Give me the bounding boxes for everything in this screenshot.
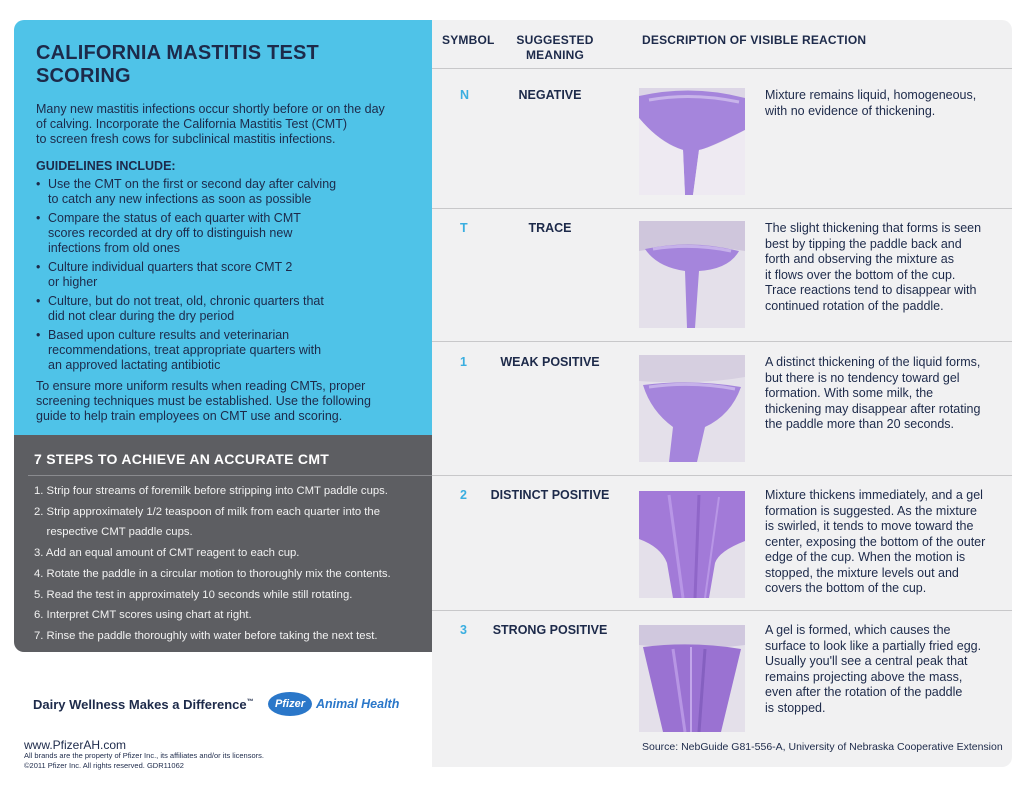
row-description — [765, 355, 1005, 433]
cmt-photo-trace — [639, 221, 745, 328]
tagline-text: Dairy Wellness Makes a Difference — [33, 697, 247, 712]
description-line: A distinct thickening of the liquid forms, — [765, 355, 981, 369]
bullet-icon: • — [36, 260, 41, 274]
guideline-line: did not clear during the dry period — [48, 309, 235, 323]
tagline — [33, 697, 254, 712]
step-item: 2. Strip approximately 1/2 teaspoon of milk from each quarter into the — [34, 505, 380, 518]
intro-line: of calving. Incorporate the California Mastitis Test (CMT) — [36, 117, 347, 131]
step-item: 6. Interpret CMT scores using chart at right. — [34, 609, 252, 622]
intro-line: Many new mastitis infections occur shortly before or on the day — [36, 102, 385, 116]
guideline-line: an approved lactating antibiotic — [48, 358, 221, 372]
description-line: continued rotation of the paddle. — [765, 298, 944, 313]
row-meaning: TRACE — [528, 221, 572, 235]
divider — [28, 475, 432, 476]
steps-title: 7 STEPS TO ACHIEVE AN ACCURATE CMT — [34, 451, 330, 467]
description-line: covers the bottom of the cup. — [765, 581, 927, 595]
description-line: formation is suggested. As the mixture — [765, 503, 977, 518]
row-divider — [432, 208, 1012, 209]
cmt-photo-weak-positive — [639, 355, 745, 462]
logo-text: Pfizer — [275, 698, 305, 710]
description-line: The slight thickening that forms is seen — [765, 221, 982, 235]
step-item: 3. Add an equal amount of CMT reagent to each cup. — [34, 547, 300, 560]
outro-line: To ensure more uniform results when reading CMTs, proper — [36, 379, 366, 393]
guideline-line: Culture, but do not treat, old, chronic quarters that — [48, 294, 324, 308]
description-line: it flows over the bottom of the cup. — [765, 267, 956, 282]
header-meaning — [510, 33, 600, 63]
bullet-icon: • — [36, 294, 41, 308]
description-line: forth and observing the mixture as — [765, 252, 954, 266]
row-divider — [432, 475, 1012, 476]
row-symbol: 1 — [460, 355, 467, 369]
header-symbol: SYMBOL — [442, 33, 495, 47]
description-line: center, exposing the bottom of the outer — [765, 534, 986, 549]
guideline-line: Compare the status of each quarter with CMT — [48, 211, 301, 225]
guidelines-panel — [14, 20, 432, 435]
outro-line: guide to help train employees on CMT use and scoring. — [36, 409, 343, 423]
guideline-item — [36, 211, 412, 256]
bullet-icon: • — [36, 328, 41, 342]
row-divider — [432, 610, 1012, 611]
guideline-line: or higher — [48, 275, 98, 289]
row-symbol: 2 — [460, 488, 467, 502]
guidelines-heading: GUIDELINES INCLUDE: — [36, 159, 176, 173]
bullet-icon: • — [36, 211, 41, 225]
page-title: CALIFORNIA MASTITIS TEST SCORING — [36, 42, 319, 87]
row-meaning: NEGATIVE — [518, 88, 582, 102]
steps-list — [34, 481, 418, 647]
step-item: 4. Rotate the paddle in a circular motion to thoroughly mix the contents. — [34, 567, 391, 580]
guideline-line: Use the CMT on the first or second day after calving — [48, 177, 337, 191]
cmt-photo-strong-positive — [639, 625, 745, 732]
logo-subtitle: Animal Health — [316, 697, 400, 711]
guideline-line: scores recorded at dry off to distinguish new — [48, 226, 293, 240]
description-line: even after the rotation of the paddle — [765, 685, 963, 699]
description-line: formation. With some milk, the — [765, 386, 934, 400]
description-line: best by tipping the paddle back and — [765, 236, 962, 251]
description-line: but there is no tendency toward gel — [765, 370, 960, 385]
trademark-symbol: ™ — [246, 698, 254, 706]
description-line: is swirled, it tends to move toward the — [765, 519, 974, 533]
row-description — [765, 221, 1005, 314]
intro-text — [36, 102, 412, 147]
guideline-item — [36, 260, 412, 290]
description-line: surface to look like a partially fried egg. — [765, 638, 982, 653]
outro-line: screening techniques must be established. Use the following — [36, 394, 371, 408]
bullet-icon: • — [36, 177, 41, 191]
description-line: Mixture thickens immediately, and a gel — [765, 488, 983, 502]
description-line: A gel is formed, which causes the — [765, 623, 951, 637]
guideline-line: infections from old ones — [48, 241, 181, 255]
guideline-line: recommendations, treat appropriate quarters with — [48, 343, 322, 357]
guideline-item — [36, 294, 412, 324]
steps-panel — [14, 435, 432, 652]
row-symbol: 3 — [460, 623, 467, 637]
header-meaning-line: SUGGESTED — [516, 33, 594, 47]
guideline-line: to catch any new infections as soon as possible — [48, 192, 312, 206]
step-item: 5. Read the test in approximately 10 seconds while still rotating. — [34, 588, 353, 601]
legal-text: All brands are the property of Pfizer Inc., its affiliates and/or its licensors. — [24, 751, 264, 760]
header-meaning-line: MEANING — [525, 48, 585, 62]
row-meaning: DISTINCT POSITIVE — [490, 488, 610, 502]
guideline-item — [36, 177, 412, 207]
row-symbol: T — [460, 221, 468, 235]
description-line: thickening may disappear after rotating — [765, 401, 981, 416]
row-description — [765, 623, 1005, 716]
guideline-line: Based upon culture results and veterinarian — [48, 328, 290, 342]
description-line: Trace reactions tend to disappear with — [765, 283, 977, 297]
row-divider — [432, 341, 1012, 342]
row-description — [765, 488, 1005, 597]
description-line: stopped, the mixture levels out and — [765, 565, 959, 580]
description-line: Usually you'll see a central peak that — [765, 654, 968, 668]
step-item: 7. Rinse the paddle thoroughly with water before taking the next test. — [34, 629, 378, 642]
intro-line: to screen fresh cows for subclinical mastitis infections. — [36, 132, 336, 146]
row-meaning: STRONG POSITIVE — [492, 623, 608, 637]
row-symbol: N — [460, 88, 470, 102]
description-line: Mixture remains liquid, homogeneous, — [765, 88, 977, 102]
step-item: respective CMT paddle cups. — [34, 526, 193, 539]
scoring-table — [432, 20, 1012, 767]
guidelines-list — [36, 177, 412, 373]
outro-text — [36, 379, 412, 424]
pfizer-logo — [268, 692, 312, 716]
description-line: with no evidence of thickening. — [765, 103, 936, 118]
cmt-photo-negative — [639, 88, 745, 195]
guideline-line: Culture individual quarters that score CMT 2 — [48, 260, 293, 274]
source-citation: Source: NebGuide G81-556-A, University of Nebraska Cooperative Extension — [642, 741, 1003, 753]
copyright-text: ©2011 Pfizer Inc. All rights reserved. GDR11062 — [24, 761, 184, 770]
row-meaning: WEAK POSITIVE — [500, 355, 600, 369]
step-item: 1. Strip four streams of foremilk before stripping into CMT paddle cups. — [34, 485, 388, 497]
header-divider — [432, 68, 1012, 69]
guideline-item — [36, 328, 412, 373]
cmt-photo-distinct-positive — [639, 491, 745, 598]
description-line: remains projecting above the mass, — [765, 669, 963, 684]
website-link[interactable]: www.PfizerAH.com — [24, 738, 127, 752]
description-line: edge of the cup. When the motion is — [765, 550, 966, 564]
row-description — [765, 88, 1005, 119]
description-line: the paddle more than 20 seconds. — [765, 417, 955, 431]
description-line: is stopped. — [765, 700, 826, 715]
header-description: DESCRIPTION OF VISIBLE REACTION — [642, 33, 867, 47]
